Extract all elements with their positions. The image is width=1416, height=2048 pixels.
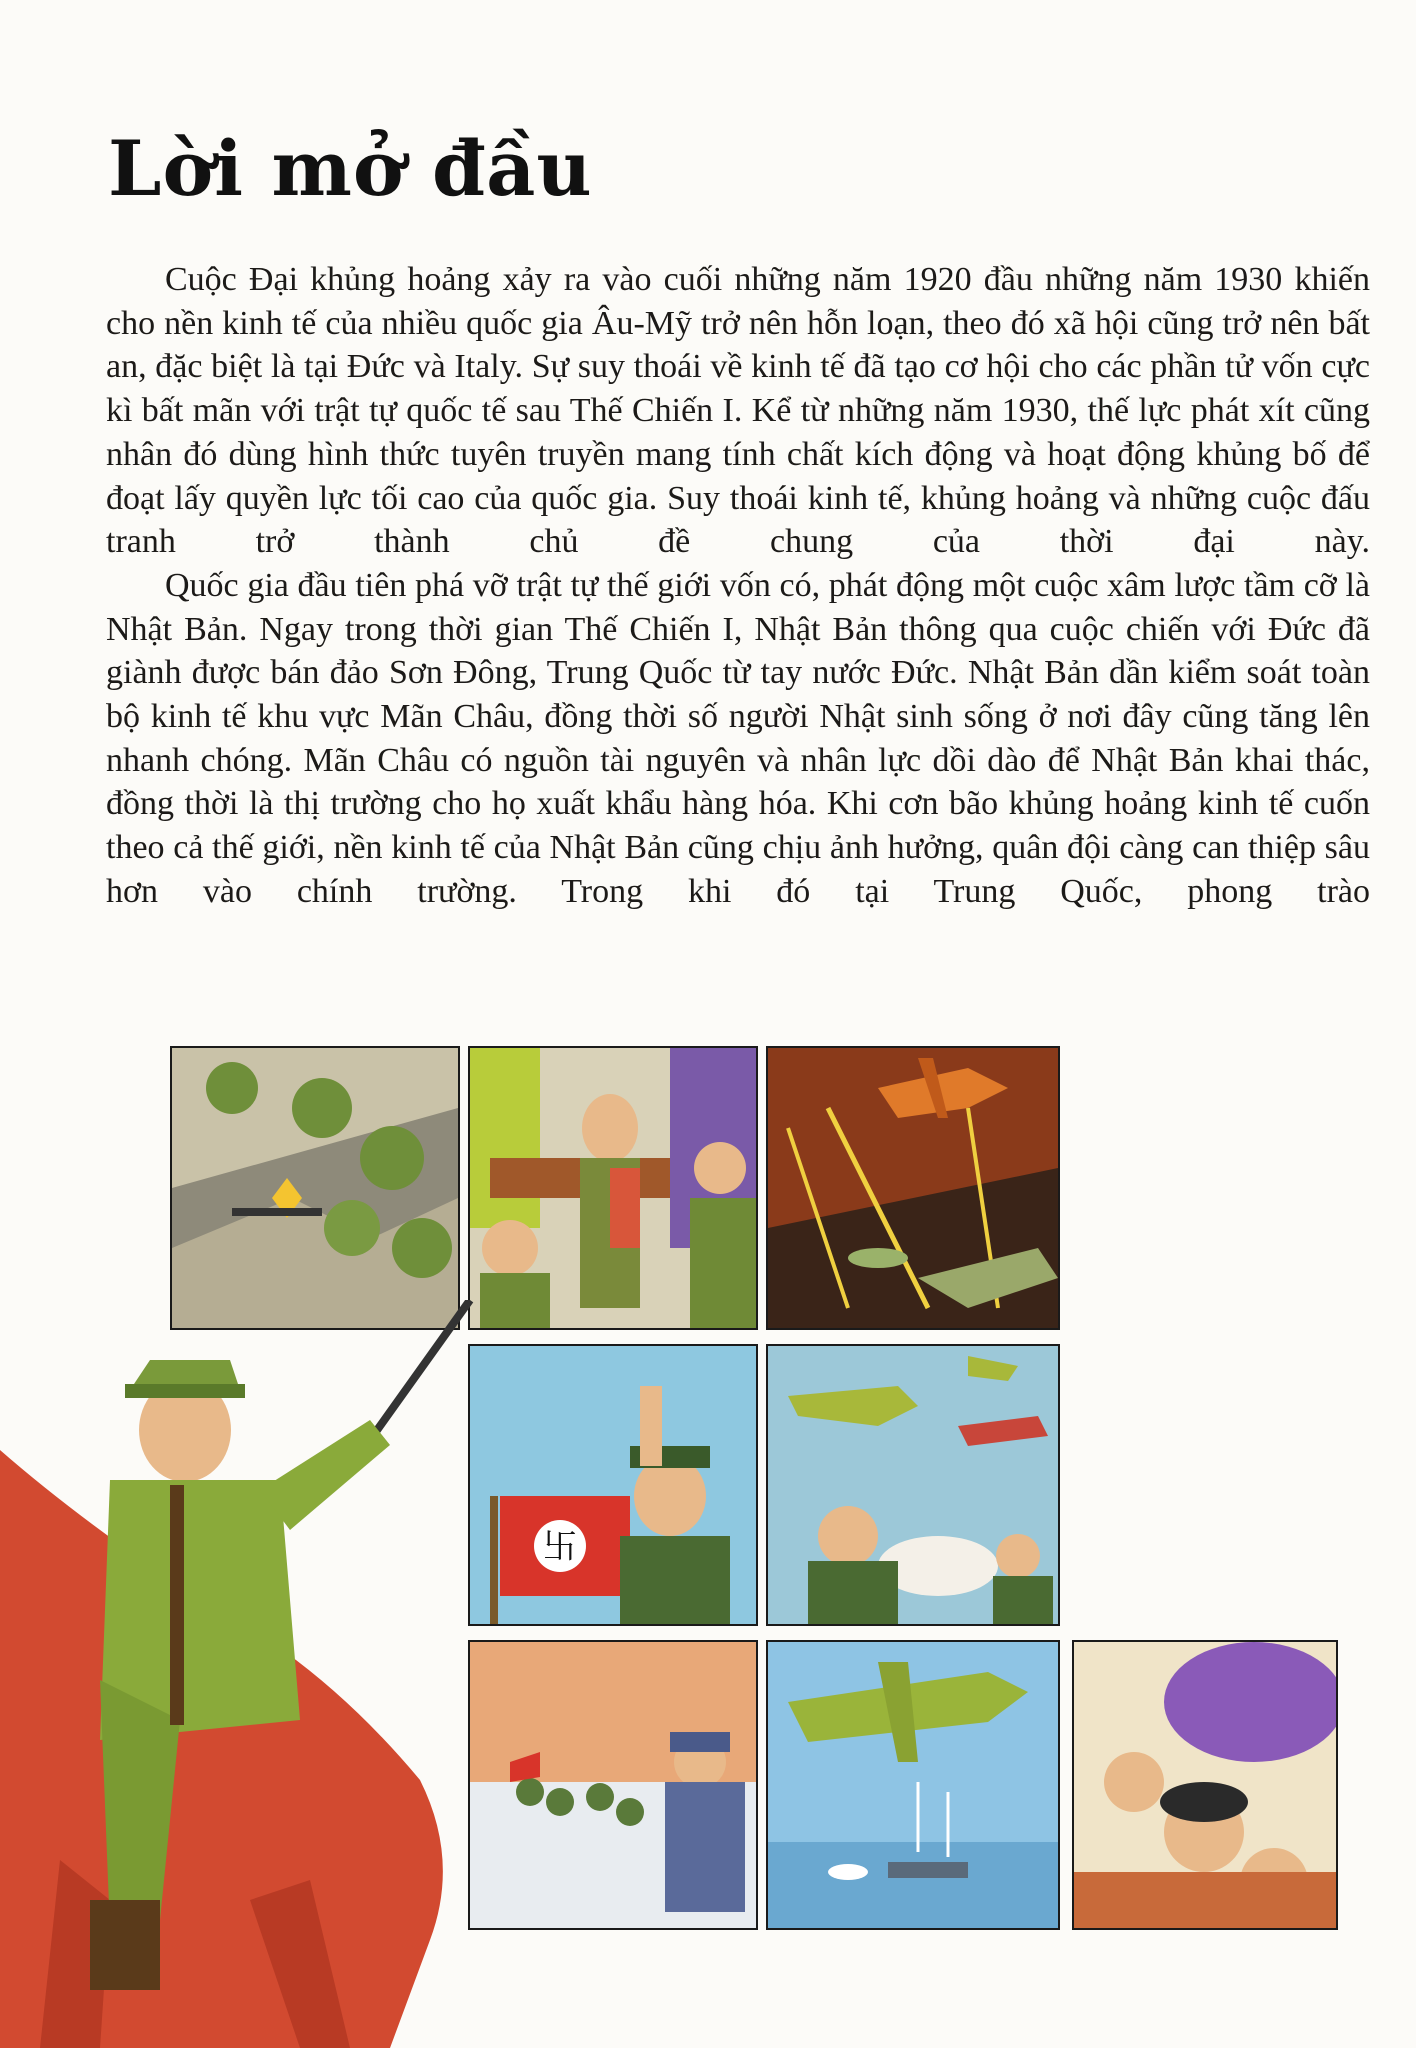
panel-bombers-ships bbox=[768, 1642, 1058, 1928]
panel-air-battle bbox=[768, 1048, 1058, 1328]
paragraph-2: Quốc gia đầu tiên phá vỡ trật tự thế giới vốn có, phát động một cuộc xâm lược tầm cỡ là Nhật Bản. Ngay trong thời gian Thế Chiến I, Nhật Bản thông qua cuộc chiến với Đức đã giành được bán đảo Sơn Đông, Trung Quốc từ tay nước Đức. Nhật Bản dần kiểm soát toàn bộ kinh tế khu vực Mãn Châu, đồng thời số người Nhật sinh sống ở nơi đây cũng tăng lên nhanh chóng. Mãn Châu có nguồn tài nguyên và nhân lực dồi dào để Nhật Bản khai thác, đồng thời là thị trường cho họ xuất khẩu hàng hóa. Khi cơn bão khủng hoảng kinh tế cuốn theo cả thế giới, nền kinh tế của Nhật Bản cũng chịu ảnh hưởng, quân đội càng can thiệp sâu hơn vào chính trường. Trong khi đó tại Trung Quốc, phong trào bbox=[106, 566, 1370, 910]
paragraph-1: Cuộc Đại khủng hoảng xảy ra vào cuối những năm 1920 đầu những năm 1930 khiến cho nền kinh tế của nhiều quốc gia Âu-Mỹ trở nên hỗn loạn, theo đó xã hội cũng trở nên bất an, đặc biệt là tại Đức và Italy. Sự suy thoái về kinh tế đã tạo cơ hội cho các phần tử vốn cực kì bất mãn với trật tự quốc tế sau Thế Chiến I. Kể từ những năm 1930, thế lực phát xít cũng nhân đó dùng hình thức tuyên truyền mang tính chất kích động và hoạt động khủng bố để đoạt lấy quyền lực tối cao của quốc gia. Suy thoái kinh tế, khủng hoảng và những cuộc đấu tranh trở thành chủ đề chung của thời đại này. bbox=[106, 261, 1370, 561]
page-title: Lời mở đầu bbox=[108, 124, 593, 213]
panel-bombing-civilians bbox=[1074, 1642, 1336, 1928]
panel-planes-attack bbox=[768, 1346, 1058, 1624]
intro-text bbox=[106, 258, 1370, 914]
svg-text:卐: 卐 bbox=[543, 1527, 577, 1567]
panel-officers-meeting bbox=[470, 1048, 756, 1328]
panel-soldiers-trench bbox=[172, 1048, 458, 1328]
general-on-horse-illustration bbox=[0, 1300, 560, 2048]
